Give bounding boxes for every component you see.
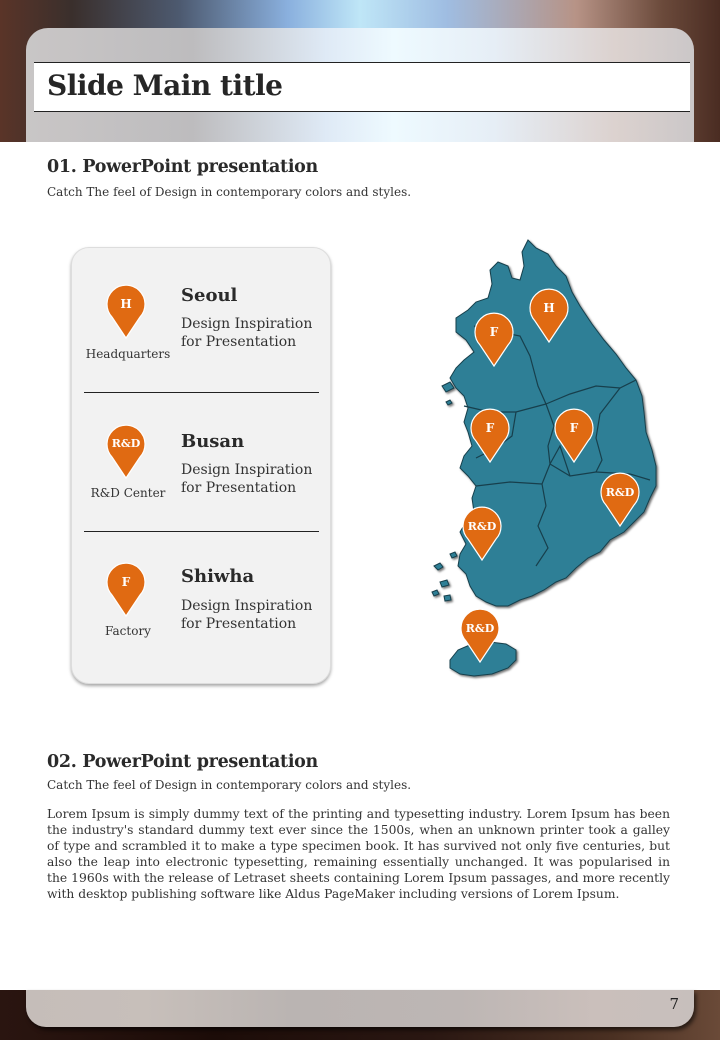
location-desc: [181, 597, 321, 633]
map-pin-icon: [106, 562, 146, 618]
location-item: [72, 394, 330, 534]
map-pin-label: F: [485, 421, 495, 435]
location-type: Factory: [105, 624, 151, 638]
map-pin-icon: [106, 284, 146, 340]
pin-label: H: [120, 297, 132, 311]
pin-label: F: [121, 575, 131, 589]
desc-line: for Presentation: [181, 616, 297, 632]
location-desc: [181, 461, 321, 497]
section2-title: 02. PowerPoint presentation: [47, 752, 318, 772]
desc-line: Design Inspiration: [181, 316, 313, 332]
map-pin-label: F: [489, 325, 499, 339]
title-band: [34, 62, 690, 112]
map-pin-label: R&D: [467, 520, 497, 533]
location-item: [72, 248, 330, 388]
location-desc: [181, 315, 321, 351]
location-item: [72, 530, 330, 670]
body-paragraph: Lorem Ipsum is simply dummy text of the printing and typesetting industry. Lorem Ipsum has been the industry's standard dummy text ever since the 1500s, when an unknown printer took a galley of type and scrambled it to make a type specimen book. It has survived not only five centuries, but also the leap into electronic typesetting, remaining essentially unchanged. It was popularised in the 1960s with the release of Letraset sheets containing Lorem Ipsum passages, and more recently with desktop publishing software like Aldus PageMaker including versions of Lorem Ipsum.: [47, 807, 670, 901]
desc-line: for Presentation: [181, 480, 297, 496]
page-number: 7: [669, 995, 679, 1013]
location-city: Busan: [181, 431, 245, 452]
footer-bar: [26, 990, 694, 1027]
map-pin-icon: [106, 424, 146, 480]
locations-card: [71, 247, 331, 684]
location-type: R&D Center: [90, 486, 166, 500]
desc-line: Design Inspiration: [181, 462, 313, 478]
divider: [84, 392, 319, 393]
section2-subtitle: Catch The feel of Design in contemporary colors and styles.: [47, 778, 412, 792]
section1-subtitle: Catch The feel of Design in contemporary colors and styles.: [47, 185, 412, 199]
desc-line: Design Inspiration: [181, 598, 313, 614]
location-type: Headquarters: [85, 347, 171, 361]
map-pin-label: R&D: [605, 486, 635, 499]
location-city: Shiwha: [181, 566, 255, 587]
section1-title: 01. PowerPoint presentation: [47, 157, 318, 177]
desc-line: for Presentation: [181, 334, 297, 350]
map-pin-label: F: [569, 421, 579, 435]
location-city: Seoul: [181, 285, 238, 306]
map-pin-label: H: [543, 301, 555, 315]
map-pin-label: R&D: [465, 622, 495, 635]
pin-label: R&D: [111, 437, 141, 450]
south-korea-map: [420, 236, 680, 696]
page-title: Slide Main title: [47, 69, 283, 102]
